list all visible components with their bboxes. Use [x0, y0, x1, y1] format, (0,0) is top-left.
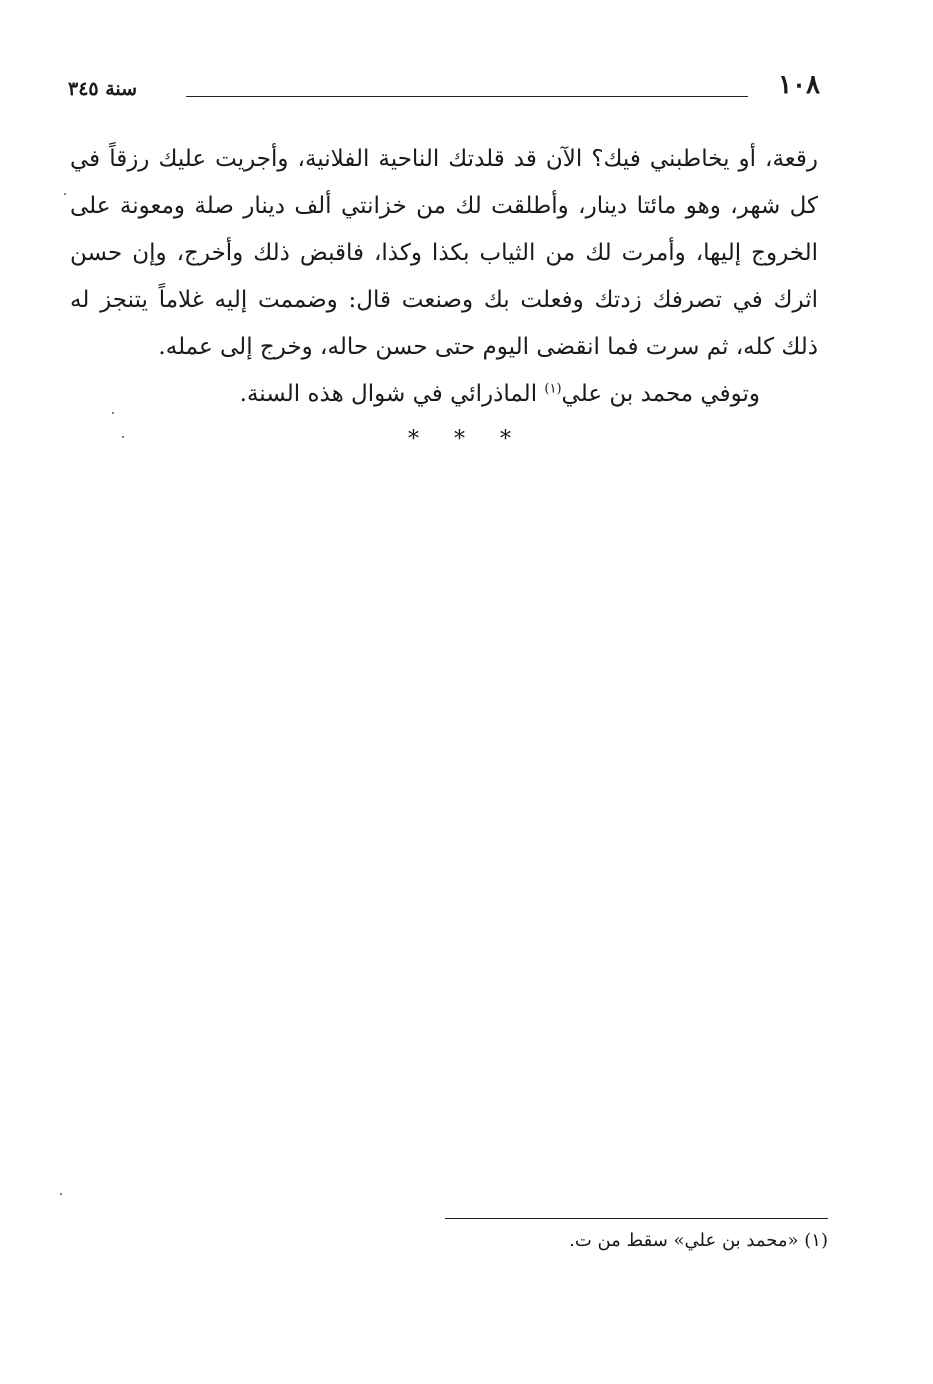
scan-speck [112, 412, 114, 414]
body-text [70, 136, 818, 418]
year-label: سنة ٣٤٥ [68, 78, 138, 100]
running-head [68, 70, 820, 110]
paragraph-second-start: وتوفي محمد بن علي [561, 381, 760, 407]
footnote-rule [445, 1218, 828, 1219]
scan-speck [122, 436, 124, 438]
paragraph-first: رقعة، أو يخاطبني فيك؟ الآن قد قلدتك الناحية الفلانية، وأجريت عليك رزقاً في كل شهر، وهو مائتا دينار، وأطلقت لك من خزانتي ألف دينار صلة ومعونة على الخروج إليها، وأمرت لك من الثياب بكذا وكذا، فاقبض ذلك وأخرج، وإن حسن اثرك في تصرفك زدتك وفعلت بك وصنعت قال: وضممت إليه غلاماً يتنجز له ذلك كله، ثم سرت فما انقضى اليوم حتى حسن حاله، وخرج إلى عمله. [70, 146, 818, 360]
footnote-reference: (١) [544, 381, 562, 397]
section-separator: * * * [408, 427, 525, 452]
scan-speck [60, 1193, 62, 1195]
scan-speck [64, 193, 66, 195]
footnote-1: (١) «محمد بن علي» سقط من ت. [569, 1230, 828, 1251]
paragraph-second [70, 371, 818, 418]
paragraph-second-end: الماذرائي في شوال هذه السنة. [239, 381, 545, 407]
header-rule [186, 96, 748, 97]
page-number: ١٠٨ [778, 70, 820, 100]
